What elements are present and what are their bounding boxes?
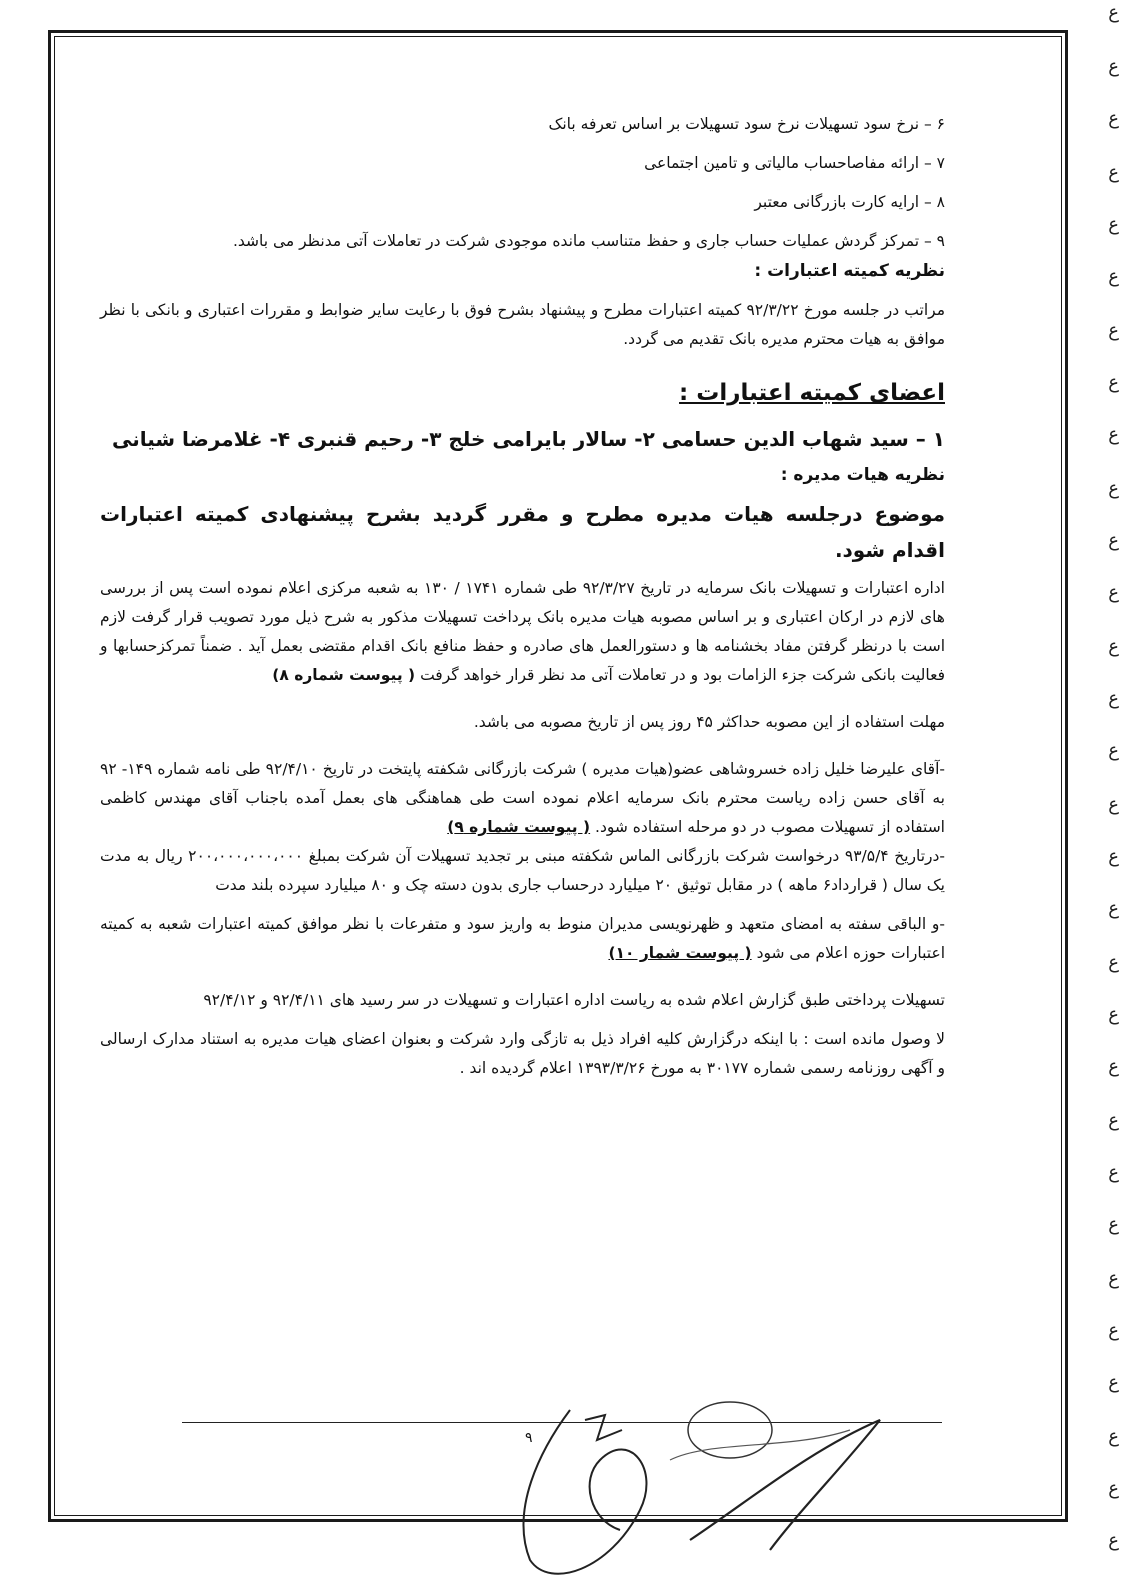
- paragraph-renewal-request: -درتاریخ ۹۳/۵/۴ درخواست شرکت بازرگانی الماس شکفته مبنی بر تجدید تسهیلات آن شرکت بمبلغ ۲۰۰،۰۰۰،۰۰۰،۰۰۰ ریال به مدت یک سال ( قرارداد۶ ماهه ) در مقابل توثیق ۲۰ میلیارد درحساب جاری بدون دسته چک و ۸۰ میلیارد سپرده بلند مدت: [100, 847, 946, 894]
- credit-committee-opinion: مراتب در جلسه مورخ ۹۲/۳/۲۲ کمیته اعتبارات مطرح و پیشنهاد بشرح فوق با رعایت سایر ضوابط و مقررات اعتباری و بانکی با نظر موافق به هیات محترم مدیره بانک تقدیم می گردد.: [100, 301, 945, 348]
- condition-9: ۹ – تمرکز گردش عملیات حساب جاری و حفظ متناسب مانده موجودی شرکت در تعاملات آتی مدنظر می باشد.: [232, 232, 945, 250]
- credit-committee-heading: نظریه کمیته اعتبارات :: [754, 261, 945, 281]
- paragraph-remainder: -و الباقی سفته به امضای متعهد و ظهرنویسی مدیران منوط به واریز سود و متفرعات با نظر موافق کمیته اعتبارات شعبه به کمیته اعتبارات حوزه اعلام می شود ( پیوست شمار ۱۰): [100, 915, 945, 962]
- document-body: [100, 110, 945, 1083]
- page-number: ۹: [525, 1430, 533, 1446]
- attachment-10-ref: ( پیوست شمار ۱۰): [608, 944, 752, 962]
- paragraph-deadline: مهلت استفاده از این مصوبه حداکثر ۴۵ روز پس از تاریخ مصوبه می باشد.: [473, 713, 945, 731]
- condition-7: ۷ – ارائه مفاصاحساب مالیاتی و تامین اجتماعی: [644, 154, 945, 172]
- signature-and-stamp: [190, 1390, 950, 1590]
- paragraph-approval: اداره اعتبارات و تسهیلات بانک سرمایه در تاریخ ۹۲/۳/۲۷ طی شماره ۱۷۴۱ / ۱۳۰ به شعبه مرکزی اعلام نموده است پس از بررسی های لازم در ارکان اعتباری و بر اساس مصوبه هیات مدیره بانک پرداخت تسهیلات مذکور به شرح ذیل مورد تصویب قرار گرفت لازم است با درنظر گرفتن مفاد بخشنامه ها و دستورالعمل های صادره و حفظ منافع بانک اقدام مقتضی بعمل آید . ضمناً تمرکزحسابها و فعالیت بانکی شرکت جزء الزامات بود و در تعاملات آتی مد نظر قرار خواهد گرفت ( پیوست شماره ۸): [100, 579, 945, 684]
- attachment-8-ref: ( پیوست شماره ۸): [272, 666, 416, 684]
- binding-holes: ع ع ع ع ع ع ع ع ع ع ع ع ع ع ع ع ع ع ع ع ع ع ع ع ع ع ع ع ع ع: [1108, 2, 1119, 1551]
- condition-8: ۸ – ارایه کارت بازرگانی معتبر: [754, 193, 945, 211]
- attachment-9-ref: ( پیوست شماره ۹): [447, 818, 591, 836]
- paragraph-uncollected: لا وصول مانده است : با اینکه درگزارش کلیه افراد ذیل به تازگی وارد شرکت و بعنوان اعضای هیات مدیره به استناد مدارک ارسالی و آگهی روزنامه رسمی شماره ۳۰۱۷۷ به مورخ ۱۳۹۳/۳/۲۶ اعلام گردیده اند .: [100, 1030, 945, 1077]
- board-decision: موضوع درجلسه هیات مدیره مطرح و مقرر گردید بشرح پیشنهادی کمیته اعتبارات اقدام شود.: [100, 502, 945, 562]
- paragraph-paid-facilities: تسهیلات پرداختی طبق گزارش اعلام شده به ریاست اداره اعتبارات و تسهیلات در سر رسید های ۹۲/۴/۱۱ و ۹۲/۴/۱۲: [203, 991, 945, 1009]
- board-opinion-heading: نظریه هیات مدیره :: [780, 465, 945, 485]
- condition-6: ۶ – نرخ سود تسهیلات نرخ سود تسهیلات بر اساس تعرفه بانک: [548, 115, 945, 133]
- committee-members-list: ۱ – سید شهاب الدین حسامی ۲- سالار بایرامی خلج ۳- رحیم قنبری ۴- غلامرضا شیانی: [111, 427, 945, 451]
- paragraph-letter: -آقای علیرضا خلیل زاده خسروشاهی عضو(هیات مدیره ) شرکت بازرگانی شکفته پایتخت در تاریخ ۹۲/۴/۱۰ طی نامه شماره ۱۴۹- ۹۲ به آقای حسن زاده ریاست محترم بانک سرمایه اعلام نموده است طی هماهنگی های بعمل آمده باجناب آقای مهندس کاظمی استفاده از تسهیلات مصوب در دو مرحله استفاده شود. ( پیوست شماره ۹): [100, 760, 945, 836]
- committee-members-heading: اعضای کمیته اعتبارات :: [679, 380, 945, 406]
